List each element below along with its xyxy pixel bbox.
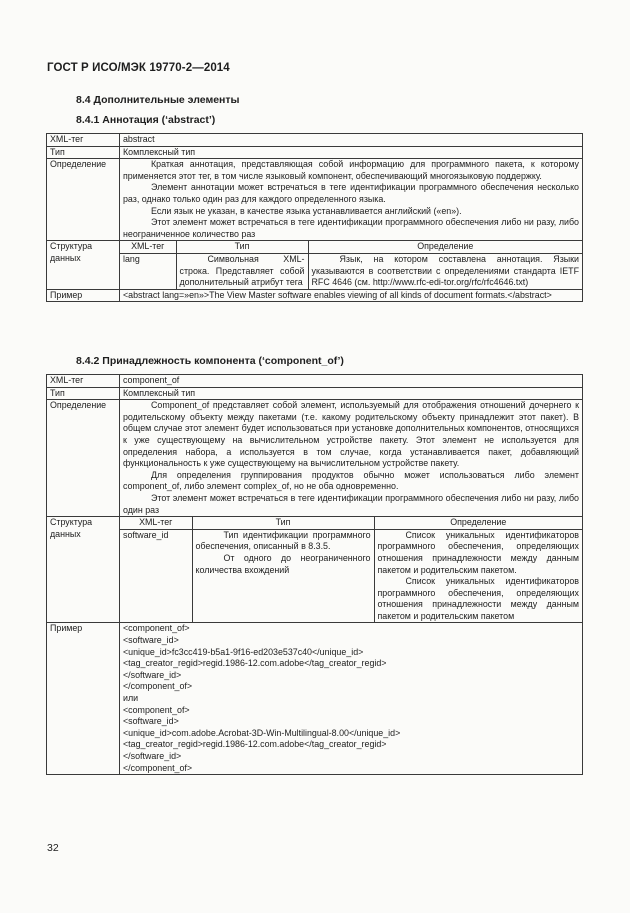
row-label: Определение bbox=[47, 159, 120, 241]
structure-subtable bbox=[120, 517, 582, 622]
row-label: Структура данных bbox=[47, 241, 120, 289]
row-label: Пример bbox=[47, 623, 120, 775]
structure-subtable bbox=[120, 241, 582, 288]
example-line: <tag_creator_regid>regid.1986-12.com.adobe</tag_creator_regid> bbox=[123, 739, 387, 750]
structure-cell bbox=[120, 517, 583, 623]
subtable-header: Тип bbox=[192, 517, 374, 529]
definition-paragraph: Этот элемент может встречаться в теге идентификации программного обеспечения либо ни разу, либо один раз bbox=[123, 492, 579, 515]
table-row bbox=[47, 387, 583, 400]
section-heading-8-4-2: 8.4.2 Принадлежность компонента (‘component_of’) bbox=[76, 355, 344, 367]
type-text: Символьная XML-строка. Представляет собой дополнительный атрибут тега bbox=[179, 253, 305, 288]
example-line: </software_id> bbox=[123, 751, 182, 761]
definition-cell bbox=[120, 159, 583, 241]
definition-paragraph: Этот элемент может встречаться в теге идентификации программного обеспечения либо ни разу, либо неограниченное количество раз bbox=[123, 217, 579, 239]
example-line: </software_id> bbox=[123, 669, 182, 680]
row-value: Комплексный тип bbox=[120, 146, 583, 159]
subtable-tag: lang bbox=[120, 253, 176, 288]
row-value: abstract bbox=[120, 134, 583, 147]
row-value: component_of bbox=[120, 375, 583, 388]
definition-cell bbox=[120, 400, 583, 517]
subtable-tag: software_id bbox=[120, 529, 192, 622]
example-line: <component_of> bbox=[123, 623, 190, 634]
table-row bbox=[47, 241, 583, 289]
subtable-header: XML-тег bbox=[120, 517, 192, 529]
definition-text: Список уникальных идентификаторов программного обеспечения, определяющих отношения принадлежности между данным пакетом и родительским пакетом. bbox=[377, 529, 579, 575]
example-line: <software_id> bbox=[123, 716, 179, 727]
subtable-header: Определение bbox=[374, 517, 582, 529]
page-number: 32 bbox=[47, 842, 59, 854]
subtable-definition bbox=[308, 253, 582, 288]
definition-paragraph: Для определения группирования продуктов обычно может использоваться либо элемент component_of, либо элемент complex_of, но не оба одновременно. bbox=[123, 469, 579, 492]
subtable-header: XML-тег bbox=[120, 241, 176, 253]
table-row bbox=[47, 289, 583, 302]
table-row bbox=[47, 623, 583, 775]
example-line: </component_of> bbox=[123, 681, 193, 692]
table-row bbox=[47, 517, 583, 623]
example-cell: <abstract lang=»en»>The View Master software enables viewing of all kinds of document formats.</abstract> bbox=[120, 289, 583, 302]
example-line: <unique_id>fc3cc419-b5a1-9f16-ed203e537c40</unique_id> bbox=[123, 646, 364, 657]
subtable-header: Определение bbox=[308, 241, 582, 253]
definition-paragraph: Если язык не указан, в качестве языка устанавливается английский («en»). bbox=[151, 205, 462, 216]
subtable-definition bbox=[374, 529, 582, 622]
example-line: </component_of> bbox=[123, 762, 193, 773]
subtable-header: Тип bbox=[176, 241, 308, 253]
row-label: Тип bbox=[47, 146, 120, 159]
table-row bbox=[47, 400, 583, 517]
type-text: От одного до неограниченного количества вхождений bbox=[195, 552, 371, 575]
section-heading-8-4-1: 8.4.1 Аннотация (‘abstract’) bbox=[76, 114, 216, 126]
table-row bbox=[47, 375, 583, 388]
row-label: Определение bbox=[47, 400, 120, 517]
document-header: ГОСТ Р ИСО/МЭК 19770-2—2014 bbox=[47, 62, 230, 74]
definition-paragraph: Элемент аннотации может встречаться в теге идентификации программного обеспечения несколько раз, однако только один раз для каждого определенного языка. bbox=[123, 182, 579, 204]
example-line: <tag_creator_regid>regid.1986-12.com.adobe</tag_creator_regid> bbox=[123, 658, 387, 669]
definition-paragraph: Component_of представляет собой элемент, используемый для отображения отношений дочернего к родительскому объекту между пакетами (т.е. какому родительскому объекту принадлежит этот пакет). В общем случае этот элемент будет использоваться при установке дополнительных компонентов, относящихся к уже существующему на вычислительном устройстве пакету. Этот элемент не используется для определения набора, а используется в том случае, когда устанавливается пакет, добавляющий функциональность к уже существующему на вычислительном устройстве пакету. bbox=[123, 400, 579, 469]
example-line: или bbox=[123, 693, 139, 704]
table-row bbox=[47, 146, 583, 159]
section-heading-8-4: 8.4 Дополнительные элементы bbox=[76, 94, 240, 106]
row-label: XML-тег bbox=[47, 375, 120, 388]
example-cell bbox=[120, 623, 583, 775]
row-label: Пример bbox=[47, 289, 120, 302]
table-row bbox=[47, 134, 583, 147]
subtable-type bbox=[192, 529, 374, 622]
definition-text: Язык, на котором составлена аннотация. Языки указываются в соответствии с определениями стандарта IETF RFC 4646 (см. http://www.rfc-edi-tor.org/rfc/rfc4646.txt) bbox=[311, 253, 579, 288]
row-label: Структура данных bbox=[47, 517, 120, 623]
type-text: Тип идентификации программного обеспечения, описанный в 8.3.5. bbox=[195, 529, 371, 552]
row-label: XML-тег bbox=[47, 134, 120, 147]
table-row bbox=[47, 159, 583, 241]
subtable-type bbox=[176, 253, 308, 288]
example-line: <unique_id>com.adobe.Acrobat-3D-Win-Multilingual-8.00</unique_id> bbox=[123, 727, 401, 738]
definition-paragraph: Краткая аннотация, представляющая собой информацию для программного пакета, к которому применяется этот тег, в том числе языковый компонент, обеспечивающий многоязыковую поддержку. bbox=[123, 159, 579, 181]
structure-cell bbox=[120, 241, 583, 289]
row-label: Тип bbox=[47, 387, 120, 400]
abstract-table bbox=[46, 133, 583, 302]
row-value: Комплексный тип bbox=[120, 387, 583, 400]
example-line: <software_id> bbox=[123, 635, 179, 646]
definition-text: Список уникальных идентификаторов программного обеспечения, определяющих отношения принадлежности между данным пакетом и родительским пакетом bbox=[377, 576, 579, 621]
example-line: <component_of> bbox=[123, 704, 190, 715]
component-of-table bbox=[46, 374, 583, 775]
